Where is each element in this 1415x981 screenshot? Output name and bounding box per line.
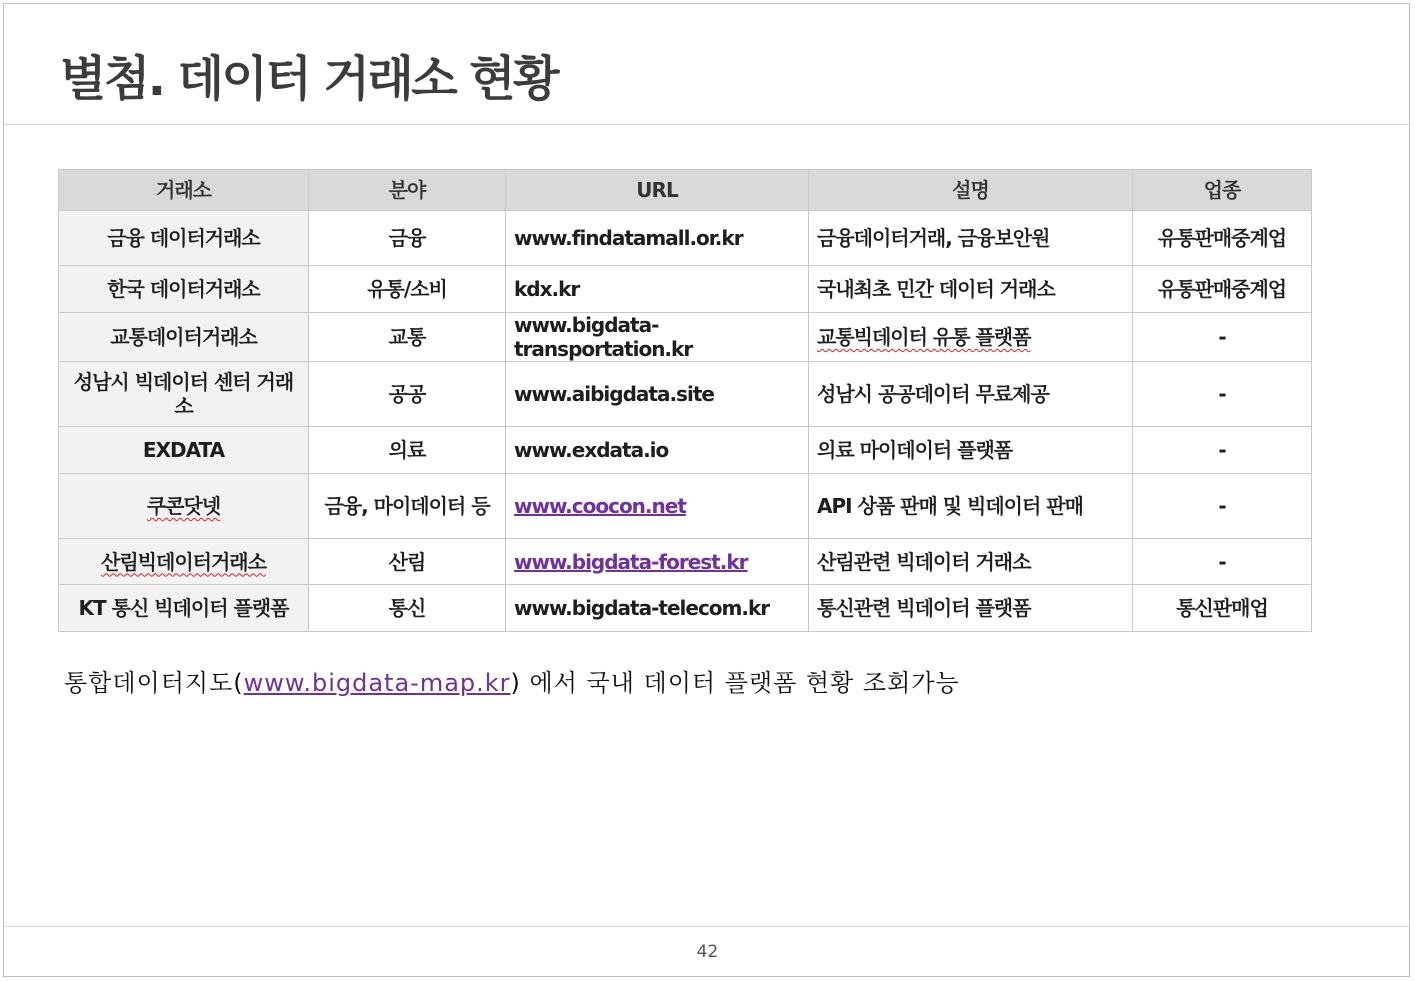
header-field: 분야 — [309, 170, 506, 211]
header-exchange: 거래소 — [59, 170, 309, 211]
exchange-business-type: - — [1133, 427, 1312, 474]
table-row — [59, 211, 1312, 266]
page-title: 별첨. 데이터 거래소 현황 — [60, 51, 558, 107]
exchange-description-text: 교통빅데이터 유통 플랫폼 — [817, 325, 1031, 349]
exchange-field: 금융, 마이데이터 등 — [309, 474, 506, 539]
exchange-field: 유통/소비 — [309, 266, 506, 313]
table-row — [59, 266, 1312, 313]
header-url: URL — [506, 170, 809, 211]
exchange-name: 교통데이터거래소 — [59, 313, 309, 362]
exchange-field: 교통 — [309, 313, 506, 362]
exchange-description: 성남시 공공데이터 무료제공 — [809, 362, 1133, 427]
table-row — [59, 427, 1312, 474]
table-row — [59, 585, 1312, 632]
exchange-field: 통신 — [309, 585, 506, 632]
exchange-business-type: 유통판매중계업 — [1133, 266, 1312, 313]
exchange-field: 금융 — [309, 211, 506, 266]
exchange-business-type: 유통판매중계업 — [1133, 211, 1312, 266]
exchange-business-type: - — [1133, 362, 1312, 427]
exchange-description: 산림관련 빅데이터 거래소 — [809, 539, 1133, 585]
table-row — [59, 539, 1312, 585]
exchange-description: 금융데이터거래, 금융보안원 — [809, 211, 1133, 266]
exchange-url — [506, 474, 809, 539]
exchange-description: 의료 마이데이터 플랫폼 — [809, 427, 1133, 474]
exchange-business-type: - — [1133, 539, 1312, 585]
exchange-field: 공공 — [309, 362, 506, 427]
exchange-description — [809, 313, 1133, 362]
exchange-name-text: 산림빅데이터거래소 — [101, 549, 266, 574]
exchange-url: kdx.kr — [506, 266, 809, 313]
table-header-row — [59, 170, 1312, 211]
page-number: 42 — [696, 942, 719, 962]
exchange-business-type: - — [1133, 474, 1312, 539]
bigdata-map-link[interactable]: www.bigdata-map.kr — [243, 669, 511, 697]
exchange-url: www.findatamall.or.kr — [506, 211, 809, 266]
exchange-name: EXDATA — [59, 427, 309, 474]
exchange-name-text: 쿠콘닷넷 — [146, 494, 221, 518]
note-prefix: 통합데이터지도( — [64, 669, 244, 697]
exchange-description: 통신관련 빅데이터 플랫폼 — [809, 585, 1133, 632]
header-business-type: 업종 — [1133, 170, 1312, 211]
footer-divider — [4, 926, 1410, 927]
exchange-name: KT 통신 빅데이터 플랫폼 — [59, 585, 309, 632]
exchange-business-type: - — [1133, 313, 1312, 362]
bigdata-forest-link[interactable]: www.bigdata-forest.kr — [514, 549, 748, 574]
exchange-name: 금융 데이터거래소 — [59, 211, 309, 266]
exchange-url: www.bigdata-telecom.kr — [506, 585, 809, 632]
exchange-url — [506, 539, 809, 585]
exchange-name — [59, 539, 309, 585]
exchange-url: www.bigdata-transportation.kr — [506, 313, 809, 362]
exchange-description: 국내최초 민간 데이터 거래소 — [809, 266, 1133, 313]
exchange-description: API 상품 판매 및 빅데이터 판매 — [809, 474, 1133, 539]
coocon-link[interactable]: www.coocon.net — [514, 494, 686, 518]
exchange-url: www.aibigdata.site — [506, 362, 809, 427]
exchange-field: 의료 — [309, 427, 506, 474]
exchange-field: 산림 — [309, 539, 506, 585]
exchange-name: 성남시 빅데이터 센터 거래소 — [59, 362, 309, 427]
table-row — [59, 313, 1312, 362]
exchange-url: www.exdata.io — [506, 427, 809, 474]
exchange-name: 한국 데이터거래소 — [59, 266, 309, 313]
title-divider — [4, 124, 1410, 125]
exchange-table — [58, 169, 1312, 632]
data-map-note — [64, 663, 960, 698]
header-description: 설명 — [809, 170, 1133, 211]
table-row — [59, 474, 1312, 539]
table-row — [59, 362, 1312, 427]
note-suffix: ) 에서 국내 데이터 플랫폼 현황 조회가능 — [510, 669, 960, 697]
exchange-business-type: 통신판매업 — [1133, 585, 1312, 632]
exchange-name — [59, 474, 309, 539]
